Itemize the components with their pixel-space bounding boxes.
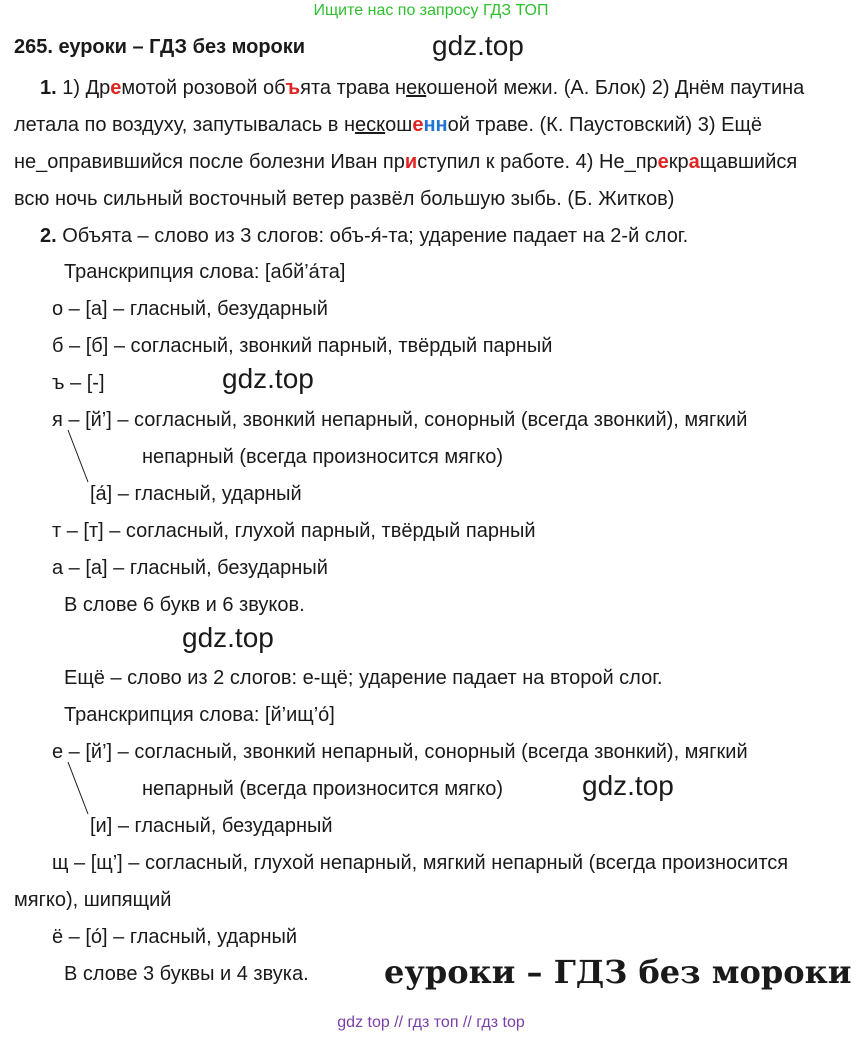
- highlight: е: [657, 151, 669, 173]
- bottom-links[interactable]: gdz top // гдз топ // гдз top: [337, 1014, 525, 1031]
- task2-number: 2.: [40, 225, 57, 247]
- phonetic-row: щ – [щ’] – согласный, глухой непарный, мягкий непарный (всегда произносится: [52, 852, 789, 874]
- highlight: и: [404, 151, 418, 173]
- brand-footer: еуроки – ГДЗ без мороки: [384, 953, 852, 991]
- watermark: gdz.top: [582, 770, 674, 801]
- text: 1) Др: [56, 77, 111, 99]
- phonetic-row: е – [й’] – согласный, звонкий непарный, сонорный (всегда звонкий), мягкий: [52, 741, 748, 763]
- text: не_оправившийся после болезни Иван пр: [14, 151, 405, 173]
- transcription-line: Транскрипция слова: [абй’а́та]: [64, 261, 346, 283]
- text: ошеной межи. (А. Блок) 2) Днём паутина: [426, 77, 805, 99]
- phonetic-row: о – [а] – гласный, безударный: [52, 298, 328, 320]
- phonetic-row: я – [й’] – согласный, звонкий непарный, сонорный (всегда звонкий), мягкий: [52, 409, 748, 431]
- summary-line: В слове 6 букв и 6 звуков.: [64, 594, 305, 616]
- phonetic-row: а – [а] – гласный, безударный: [52, 557, 328, 579]
- phonetic-row: [и] – гласный, безударный: [90, 815, 333, 837]
- word2-intro: Ещё – слово из 2 слогов: е-щё; ударение падает на второй слог.: [64, 667, 663, 689]
- task1-line4: всю ночь сильный восточный ветер развёл большую зыбь. (Б. Житков): [14, 188, 675, 210]
- phonetic-row: ё – [о́] – гласный, ударный: [52, 926, 298, 948]
- phonetic-row: ъ – [-]: [52, 372, 105, 394]
- connector-line: [68, 430, 88, 482]
- phonetic-row: непарный (всегда произносится мягко): [142, 778, 504, 800]
- text: щавшийся: [699, 151, 798, 173]
- underline: еск: [355, 114, 386, 136]
- highlight: е: [412, 114, 424, 136]
- phonetic-row: непарный (всегда произносится мягко): [142, 446, 504, 468]
- transcription-line: Транскрипция слова: [й’ищ’о́]: [64, 704, 335, 726]
- phonetic-row: т – [т] – согласный, глухой парный, твёрдый парный: [52, 520, 536, 542]
- watermark: gdz.top: [432, 30, 524, 61]
- text: ош: [385, 114, 413, 136]
- underline: ек: [406, 77, 427, 99]
- page-title: 265. еуроки – ГДЗ без мороки: [14, 36, 306, 58]
- highlight: ъ: [285, 77, 301, 99]
- text: ята трава н: [300, 77, 407, 99]
- task1-number: 1.: [40, 77, 57, 99]
- summary-line: В слове 3 буквы и 4 звука.: [64, 963, 309, 985]
- watermark: gdz.top: [182, 622, 274, 653]
- search-hint: Ищите нас по запросу ГДЗ ТОП: [313, 2, 549, 19]
- text: мотой розовой об: [121, 77, 286, 99]
- phonetic-row: [а́] – гласный, ударный: [90, 483, 302, 505]
- highlight: нн: [423, 114, 448, 136]
- phonetic-row: б – [б] – согласный, звонкий парный, твёрдый парный: [52, 335, 553, 357]
- phonetic-row: мягко), шипящий: [14, 889, 172, 911]
- connector-line: [68, 762, 88, 814]
- text: кр: [668, 151, 689, 173]
- text: ой траве. (К. Паустовский) 3) Ещё: [447, 114, 763, 136]
- watermark: gdz.top: [222, 363, 314, 394]
- text: Объята – слово из 3 слогов: объ-я́-та; ударение падает на 2-й слог.: [56, 225, 689, 247]
- text: ступил к работе. 4) Не_пр: [417, 151, 658, 173]
- highlight: е: [110, 77, 122, 99]
- text: летала по воздуху, запутывалась в н: [14, 114, 356, 136]
- highlight: а: [688, 151, 700, 173]
